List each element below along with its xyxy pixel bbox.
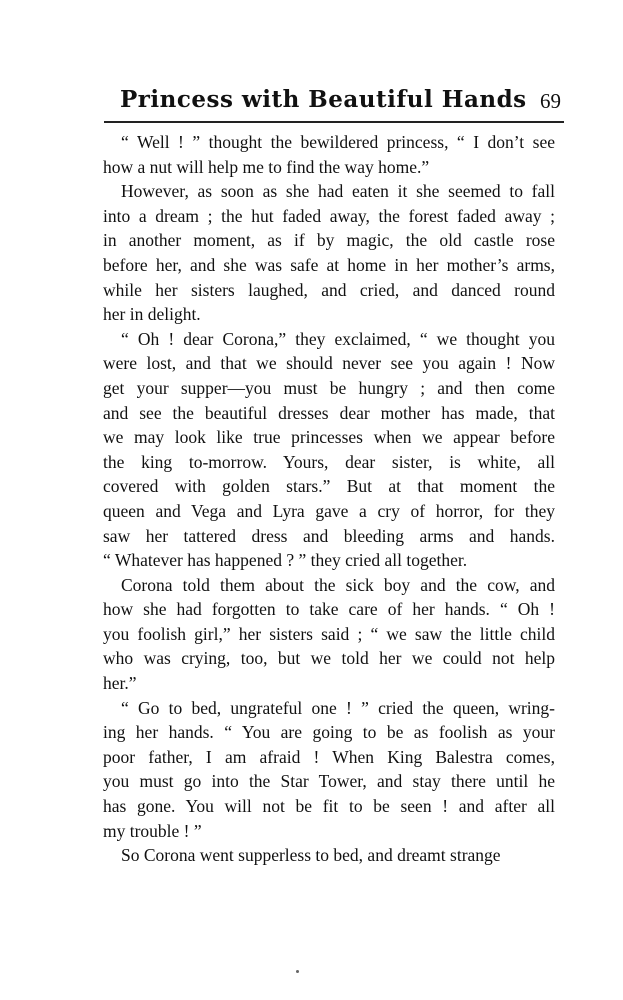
text-line: “ Oh ! dear Corona,” they exclaimed, “ we thought you bbox=[121, 328, 555, 349]
text-line: before her, and she was safe at home in her mother’s arms, bbox=[103, 254, 555, 275]
paragraph bbox=[103, 696, 555, 844]
text-line: her in delight. bbox=[103, 304, 201, 325]
paragraph bbox=[103, 179, 555, 327]
text-line: poor father, I am afraid ! When King Balestra comes, bbox=[103, 746, 555, 767]
text-line: has gone. You will not be fit to be seen ! and after all bbox=[103, 796, 555, 817]
text-line: in another moment, as if by magic, the old castle rose bbox=[103, 230, 555, 251]
print-speck bbox=[296, 970, 299, 973]
header-rule bbox=[104, 121, 564, 123]
text-line: how she had forgotten to take care of her hands. “ Oh ! bbox=[103, 599, 555, 620]
page-number: 69 bbox=[540, 89, 561, 113]
text-line: saw her tattered dress and bleeding arms and hands. bbox=[103, 525, 555, 546]
text-line: while her sisters laughed, and cried, and danced round bbox=[103, 279, 555, 300]
text-line: into a dream ; the hut faded away, the forest faded away ; bbox=[103, 205, 555, 226]
text-line: the king to-morrow. Yours, dear sister, is white, all bbox=[103, 451, 555, 472]
running-title: Princess with Beautiful Hands bbox=[120, 86, 527, 113]
text-line: queen and Vega and Lyra gave a cry of horror, for they bbox=[103, 500, 555, 521]
text-line: my trouble ! ” bbox=[103, 820, 202, 841]
body-text bbox=[103, 130, 555, 868]
text-line: “ Go to bed, ungrateful one ! ” cried the queen, wring- bbox=[121, 697, 555, 718]
page-header bbox=[96, 82, 566, 124]
text-line: “ Well ! ” thought the bewildered princess, “ I don’t see bbox=[121, 132, 555, 152]
text-line: “ Whatever has happened ? ” they cried all together. bbox=[103, 550, 468, 571]
text-line: were lost, and that we should never see you again ! Now bbox=[103, 353, 555, 374]
text-line: her.” bbox=[103, 673, 137, 694]
paragraph bbox=[103, 327, 555, 573]
text-line: Corona told them about the sick boy and the cow, and bbox=[121, 574, 555, 595]
text-line: ing her hands. “ You are going to be as foolish as your bbox=[103, 722, 555, 743]
paragraph bbox=[103, 130, 555, 179]
text-line: So Corona went supperless to bed, and dreamt strange bbox=[121, 845, 501, 866]
paragraph bbox=[103, 573, 555, 696]
text-line: how a nut will help me to find the way home.” bbox=[103, 156, 430, 177]
text-line: you must go into the Star Tower, and stay there until he bbox=[103, 771, 555, 792]
text-line: you foolish girl,” her sisters said ; “ we saw the little child bbox=[103, 623, 555, 644]
text-line: who was crying, too, but we told her we could not help bbox=[103, 648, 555, 669]
text-line: and see the beautiful dresses dear mother has made, that bbox=[103, 402, 555, 423]
paragraph bbox=[103, 843, 555, 868]
text-line: covered with golden stars.” But at that moment the bbox=[103, 476, 555, 497]
text-line: we may look like true princesses when we appear before bbox=[103, 427, 555, 448]
text-line: get your supper—you must be hungry ; and then come bbox=[103, 377, 555, 398]
text-line: However, as soon as she had eaten it she seemed to fall bbox=[121, 181, 555, 202]
